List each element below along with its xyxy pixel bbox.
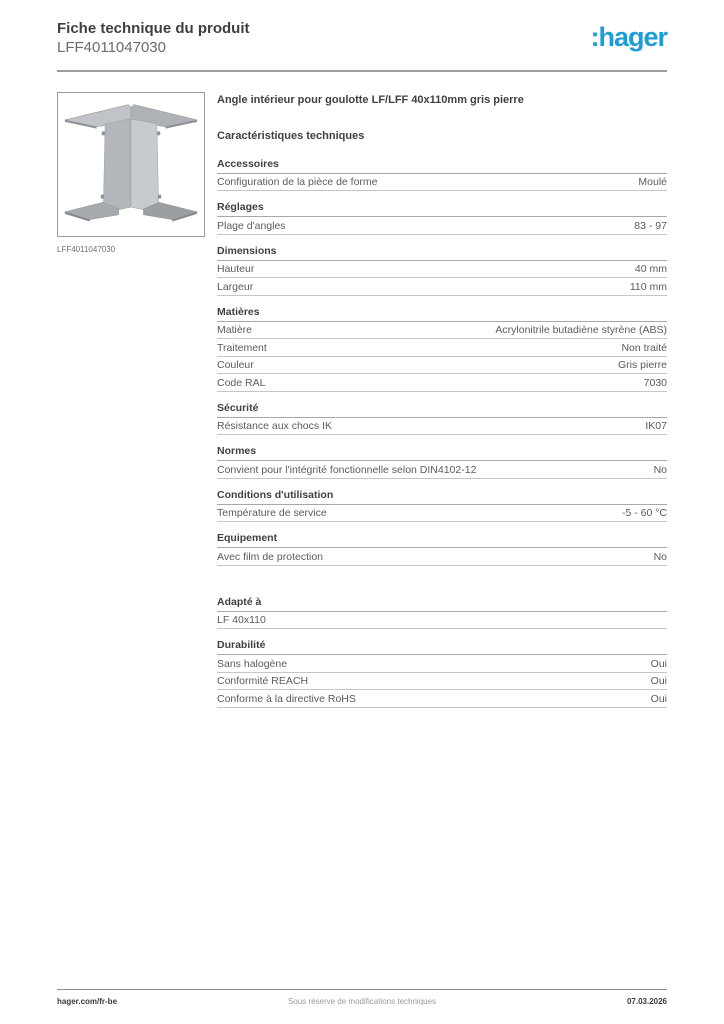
spec-section-title: Matières xyxy=(217,306,667,322)
spec-row xyxy=(217,217,667,235)
spec-section xyxy=(217,201,667,235)
spec-row-label: Couleur xyxy=(217,359,254,371)
characteristics-heading: Caractéristiques techniques xyxy=(217,129,365,142)
spec-row-value: 110 mm xyxy=(629,280,667,293)
spec-row-label: Conforme à la directive RoHS xyxy=(217,692,356,705)
document-title: Fiche technique du produit xyxy=(57,20,250,37)
spec-row-value: Oui xyxy=(650,657,667,670)
spec-section xyxy=(217,245,667,296)
spec-row-value: No xyxy=(653,550,667,563)
spec-row-label: Plage d'angles xyxy=(217,219,286,232)
spec-section-title: Normes xyxy=(217,445,667,461)
spec-row-value: 83 - 97 xyxy=(634,219,667,232)
spec-row-label: LF 40x110 xyxy=(217,614,266,626)
spec-section-title: Conditions d'utilisation xyxy=(217,489,667,505)
spec-section xyxy=(217,445,667,479)
spec-row xyxy=(217,548,667,566)
spec-row-label: Largeur xyxy=(217,280,254,293)
spec-section-rows xyxy=(217,322,667,392)
footer-date: 07.03.2026 xyxy=(626,997,667,1006)
spec-row-value: Oui xyxy=(650,675,667,687)
spec-row-value: 7030 xyxy=(643,376,667,389)
spec-row-value: No xyxy=(653,463,667,476)
footer-website-link[interactable]: hager.com/fr-be xyxy=(57,997,118,1006)
spec-row-label: Avec film de protection xyxy=(217,550,324,563)
spec-row-label: Code RAL xyxy=(217,376,266,389)
spec-row-value: 40 mm xyxy=(634,263,667,275)
spec-row xyxy=(217,278,667,296)
spec-row-label: Hauteur xyxy=(217,263,255,275)
header-titles xyxy=(57,20,250,58)
spec-section-rows xyxy=(217,655,667,708)
specs-column xyxy=(217,92,667,708)
spec-section-rows xyxy=(217,174,667,192)
spec-section-title: Dimensions xyxy=(217,245,667,261)
spec-section-title: Adapté à xyxy=(217,596,667,612)
spec-section-rows xyxy=(217,461,667,479)
spec-row xyxy=(217,418,667,436)
spec-section xyxy=(217,639,667,708)
spec-section-title: Equipement xyxy=(217,532,667,548)
footer-divider xyxy=(57,989,667,990)
spec-row-label: Matière xyxy=(217,324,253,336)
spec-row-label: Configuration de la pièce de forme xyxy=(217,176,378,188)
product-image xyxy=(61,96,201,233)
spec-row-label: Température de service xyxy=(217,507,327,519)
spec-row-value: Oui xyxy=(650,692,667,705)
spec-row xyxy=(217,505,667,523)
product-reference: LFF4011047030 xyxy=(57,38,166,56)
content-area xyxy=(57,92,667,708)
header-divider xyxy=(57,70,667,72)
footer-line xyxy=(57,997,667,1006)
spec-section xyxy=(217,596,667,630)
spec-row xyxy=(217,655,667,673)
spec-row-label: Conformité REACH xyxy=(217,675,309,687)
product-image-column xyxy=(57,92,205,708)
spec-section-rows xyxy=(217,261,667,296)
spec-row xyxy=(217,374,667,392)
spec-section-title: Sécurité xyxy=(217,402,667,418)
footer-disclaimer: Sous réserve de modifications techniques xyxy=(287,997,437,1006)
document-footer xyxy=(57,989,667,1006)
spec-row xyxy=(217,461,667,479)
product-image-frame xyxy=(57,92,205,237)
product-image-caption: LFF4011047030 xyxy=(57,244,116,254)
spec-section xyxy=(217,158,667,192)
spec-row-label: Sans halogène xyxy=(217,657,288,670)
spec-section xyxy=(217,532,667,566)
spec-row xyxy=(217,339,667,357)
document-header xyxy=(57,20,667,58)
spec-row xyxy=(217,261,667,279)
spec-row xyxy=(217,690,667,708)
spec-row-value: Acrylonitrile butadiène styrène (ABS) xyxy=(495,324,667,336)
spec-section-rows xyxy=(217,612,667,630)
spec-section-title: Accessoires xyxy=(217,158,667,174)
spec-row-label: Résistance aux chocs IK xyxy=(217,420,332,432)
spec-sections xyxy=(217,158,667,708)
spec-section-rows xyxy=(217,505,667,523)
spec-section xyxy=(217,489,667,523)
spec-row xyxy=(217,673,667,691)
hager-logo: :hager xyxy=(590,22,667,52)
product-title: Angle intérieur pour goulotte LF/LFF 40x110mm gris pierre xyxy=(217,93,524,106)
spec-row-label: Convient pour l'intégrité fonctionnelle selon DIN4102-12 xyxy=(217,463,477,476)
spec-row-value: Non traité xyxy=(621,341,667,354)
spec-row xyxy=(217,322,667,340)
spec-section-title: Durabilité xyxy=(217,639,667,655)
spec-row xyxy=(217,174,667,192)
spec-row-value: Moulé xyxy=(638,176,667,188)
spec-section xyxy=(217,402,667,436)
spec-section-rows xyxy=(217,548,667,566)
spec-row-value: IK07 xyxy=(645,420,667,432)
spec-section-rows xyxy=(217,418,667,436)
spec-row-value: Gris pierre xyxy=(617,359,667,371)
spec-section xyxy=(217,306,667,392)
spec-row xyxy=(217,612,667,630)
spec-row-value: -5 - 60 °C xyxy=(621,507,667,519)
spec-section-rows xyxy=(217,217,667,235)
spec-row xyxy=(217,357,667,375)
spec-row-label: Traitement xyxy=(217,341,267,354)
spec-section-title: Réglages xyxy=(217,201,667,217)
